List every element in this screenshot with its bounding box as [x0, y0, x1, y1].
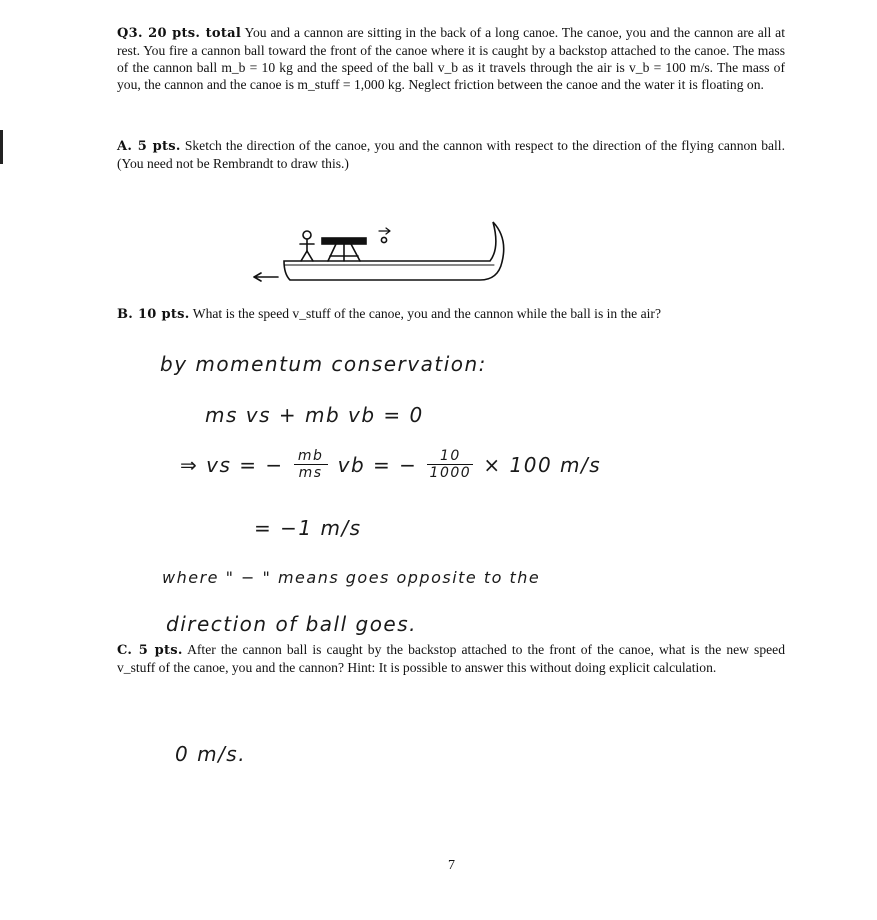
q3-text: You and a cannon are sitting in the back of a long canoe. The canoe, you and the cannon are all at rest. You fire a cannon ball toward the front of the canoe where it is caught by a backstop attached to the canoe. The mass of the cannon ball m_b = 10 kg and the speed of the ball v_b as it travels through the air is v_b = 100 m/s. The mass of you, the cannon and the canoe is m_stuff = 1,000 kg. Neglect friction between the canoe and the water it is floating on.	[117, 25, 785, 92]
answer-b-line3-mid: vb = −	[337, 452, 418, 477]
canoe-sketch	[250, 218, 510, 288]
fraction-numeric	[427, 448, 473, 481]
fraction-mass-ratio-denominator: ms	[298, 465, 323, 481]
answer-b-line3-prefix: ⇒ vs = −	[180, 452, 284, 477]
answer-b-line3-suffix: × 100 m/s	[483, 452, 602, 477]
part-a-label: A. 5 pts.	[117, 139, 181, 154]
cannon	[322, 238, 366, 261]
cannon-ball	[379, 228, 390, 243]
answer-b-line3	[180, 448, 601, 481]
answer-c: 0 m/s.	[175, 742, 247, 766]
part-b-text: What is the speed v_stuff of the canoe, you and the cannon while the ball is in the air?	[192, 306, 661, 321]
stick-figure-you	[300, 231, 314, 261]
fraction-numeric-denominator: 1000	[429, 465, 472, 481]
canoe-hull	[284, 222, 504, 280]
question-part-b	[117, 305, 785, 323]
part-b-label: B. 10 pts.	[117, 307, 190, 322]
question-part-a	[117, 137, 785, 172]
page-number: 7	[448, 858, 455, 873]
part-c-text: After the cannon ball is caught by the backstop attached to the front of the canoe, what is the new speed v_stuff of the canoe, you and the cannon? Hint: It is possible to answer this without doing explicit calculation.	[117, 642, 785, 675]
answer-b-line2: ms vs + mb vb = 0	[205, 403, 424, 427]
answer-b-line6: direction of ball goes.	[166, 612, 418, 636]
part-a-text: Sketch the direction of the canoe, you and the cannon with respect to the direction of the flying cannon ball. (You need not be Rembrandt to draw this.)	[117, 138, 785, 171]
question-q3	[117, 24, 785, 93]
part-c-label: C. 5 pts.	[117, 643, 183, 658]
answer-b-line4: = −1 m/s	[254, 516, 362, 540]
question-part-c	[117, 641, 785, 676]
fraction-mass-ratio	[294, 448, 328, 481]
fraction-mass-ratio-numerator: mb	[297, 448, 324, 464]
answer-b-line5: where " − " means goes opposite to the	[162, 568, 541, 587]
canoe-direction-arrow	[254, 273, 278, 281]
answer-b-line1: by momentum conservation:	[160, 352, 487, 376]
fraction-numeric-numerator: 10	[439, 448, 461, 464]
scan-edge-mark	[0, 130, 3, 164]
q3-label: Q3. 20 pts. total	[117, 26, 242, 41]
